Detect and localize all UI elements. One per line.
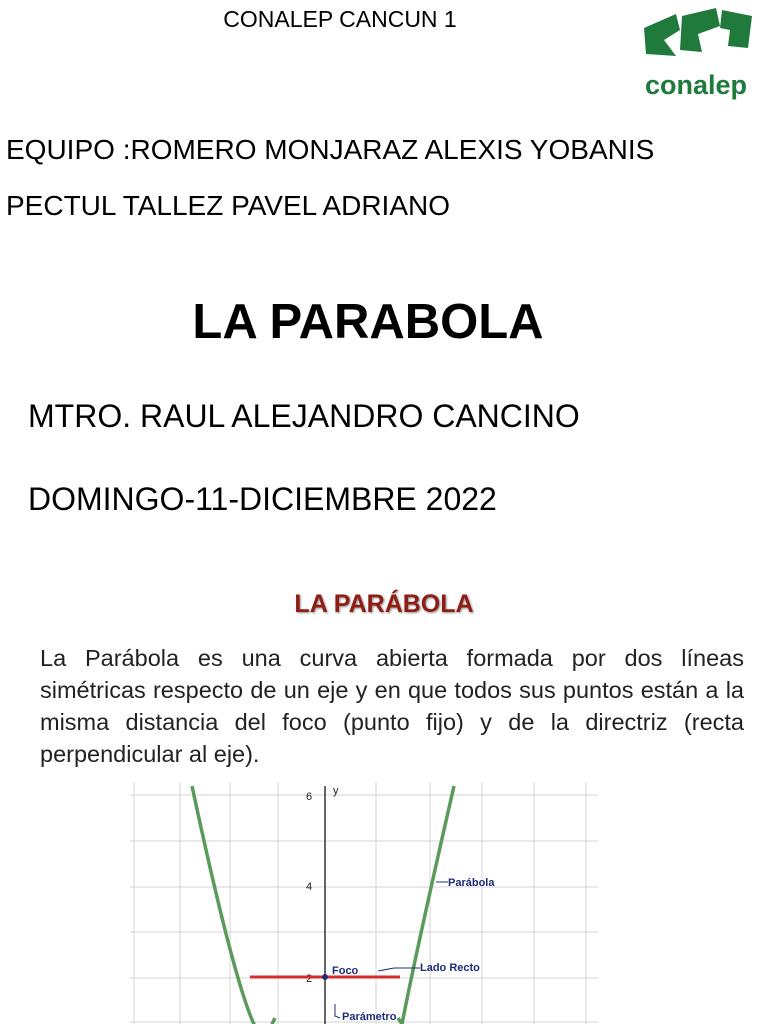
conalep-logo [636, 6, 756, 102]
tick-label-6: 6 [306, 791, 313, 803]
latus-pointer [378, 968, 394, 971]
page-title: LA PARABOLA [192, 295, 544, 349]
parabola-curve [192, 786, 454, 1024]
parabola-graph [130, 782, 610, 1024]
parameter-pointer [335, 1004, 340, 1018]
label-parameter: Parámetro [342, 1011, 397, 1023]
label-focus: Foco [332, 965, 359, 977]
team-line-1: EQUIPO :ROMERO MONJARAZ ALEXIS YOBANIS [6, 134, 655, 165]
tick-label-4: 4 [306, 881, 313, 893]
teacher-name: MTRO. RAUL ALEJANDRO CANCINO [28, 398, 580, 434]
focus-point [322, 974, 328, 980]
label-parabola: Parábola [448, 877, 495, 889]
definition-paragraph: La Parábola es una curva abierta formada por dos líneas simétricas respecto de un eje y en que todos sus puntos están a la misma distancia del foco (punto fijo) y de la directriz (recta perpendicular al eje). [40, 645, 744, 767]
logo-text: conalep [644, 70, 748, 100]
school-name: CONALEP CANCUN 1 [223, 6, 457, 32]
y-axis-label: y [333, 785, 339, 797]
team-line-2: PECTUL TALLEZ PAVEL ADRIANO [6, 190, 450, 221]
section-title: LA PARÁBOLA [294, 590, 474, 618]
tick-label-2: 2 [306, 973, 313, 985]
presentation-date: DOMINGO-11-DICIEMBRE 2022 [28, 481, 497, 517]
label-latus-rectum: Lado Recto [420, 962, 480, 974]
